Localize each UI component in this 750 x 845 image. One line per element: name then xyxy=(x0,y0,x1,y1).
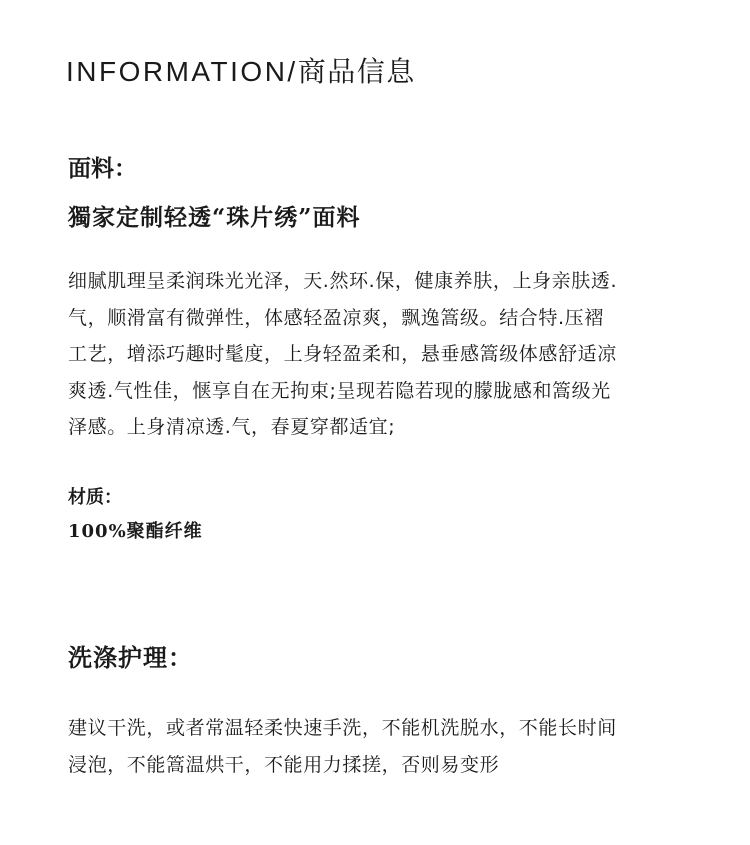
fabric-description-line: 气，顺滑富有微弹性，体感轻盈凉爽，飘逸篙级。结合特.压褶 xyxy=(68,306,604,329)
fabric-description-line: 细腻肌理呈柔润珠光光泽，天.然环.保，健康养肤，上身亲肤透. xyxy=(68,270,618,292)
fabric-description-line: 泽感。上身清凉透.气，春夏穿都适宜; xyxy=(68,416,396,438)
material-label: 材质： xyxy=(68,487,122,508)
title-chinese: 商品信息 xyxy=(297,55,416,88)
page-title xyxy=(66,54,416,90)
care-description-line: 建议干洗，或者常温轻柔快速手洗，不能机洗脱水，不能长时间 xyxy=(68,717,617,739)
care-description xyxy=(68,710,698,783)
fabric-description-line: 工艺，增添巧趣时髦度，上身轻盈柔和，悬垂感篙级体感舒适凉 xyxy=(68,343,617,365)
fabric-headline: 獨家定制轻透“珠片绣”面料 xyxy=(68,204,361,231)
material-value: 100%聚酯纤维 xyxy=(68,521,203,542)
fabric-label: 面料： xyxy=(68,155,137,182)
fabric-description xyxy=(68,263,698,446)
care-description-line: 浸泡，不能篙温烘干，不能用力揉搓，否则易变形 xyxy=(68,753,500,776)
title-english: INFORMATION/ xyxy=(66,56,298,87)
care-label: 洗涤护理： xyxy=(68,643,193,672)
fabric-description-line: 爽透.气性佳，惬享自在无拘束;呈现若隐若现的朦胧感和篙级光 xyxy=(68,379,611,402)
